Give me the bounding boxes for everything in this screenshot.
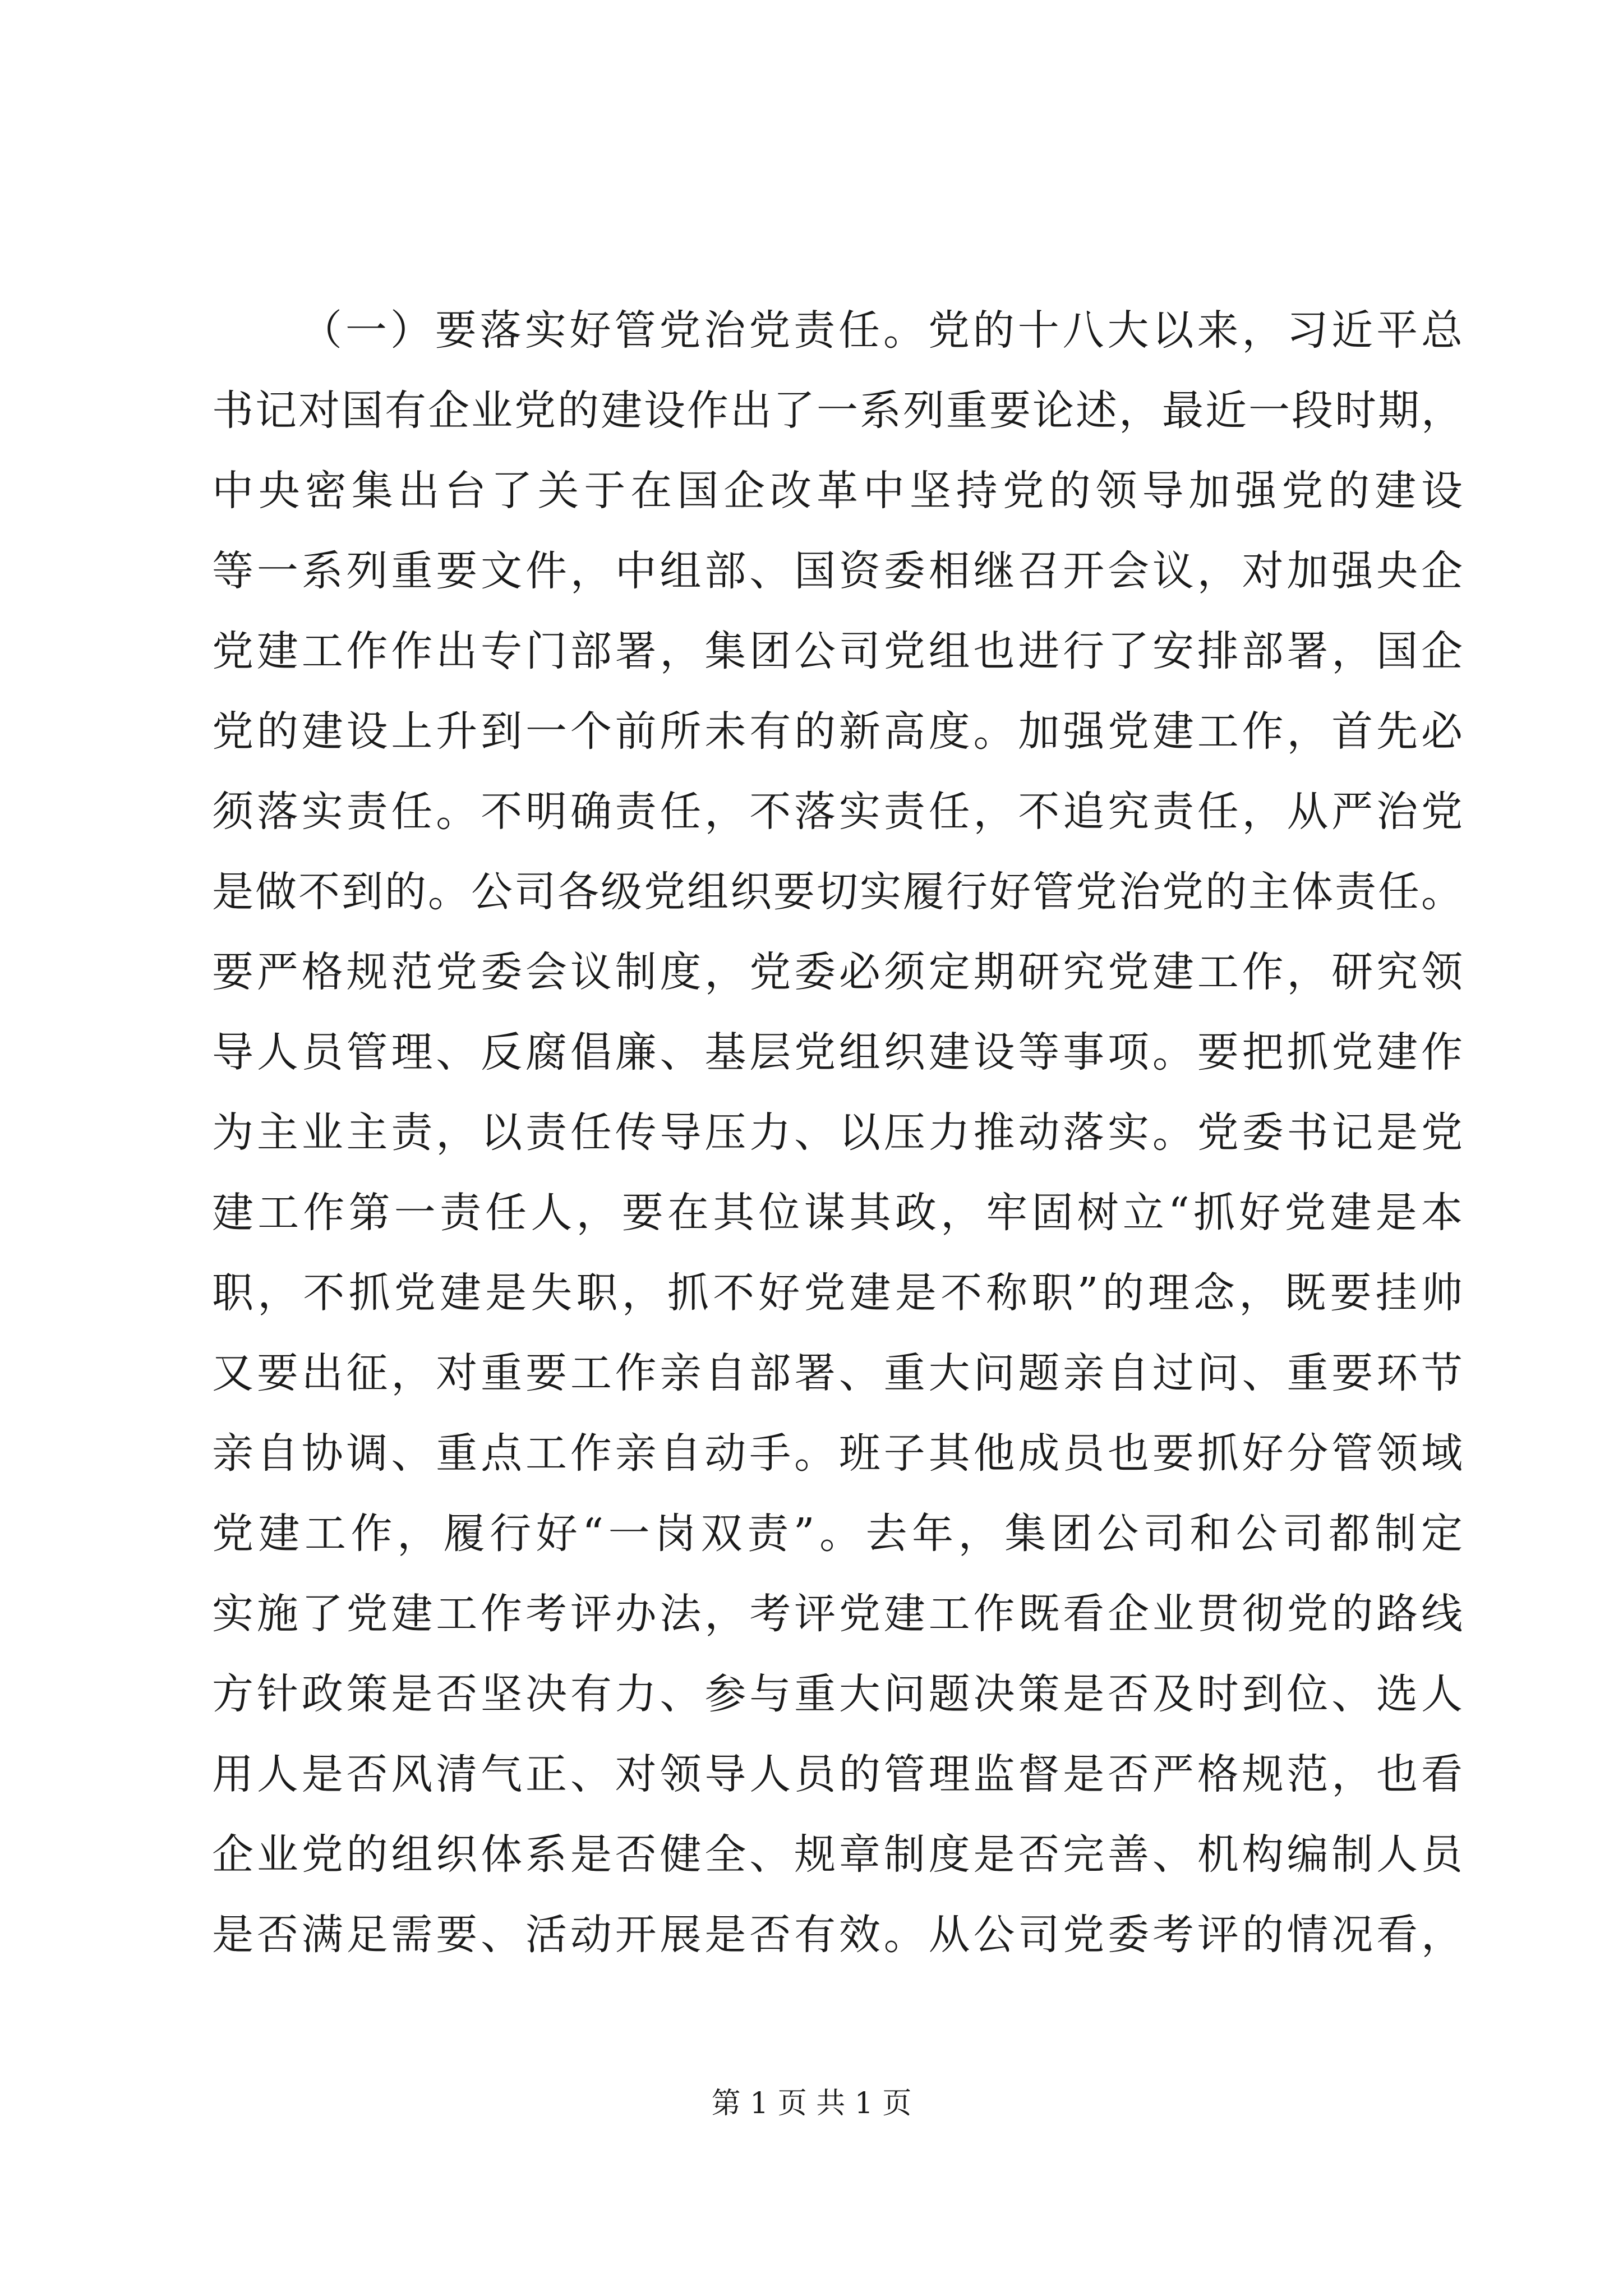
text-line: 企业党的组织体系是否健全、规章制度是否完善、机构编制人员	[212, 1830, 1463, 1879]
text-line: 职，不抓党建是失职，抓不好党建是不称职”的理念，既要挂帅	[212, 1269, 1463, 1317]
text-line: 实施了党建工作考评办法，考评党建工作既看企业贯彻党的路线	[212, 1590, 1463, 1638]
text-line: （一）要落实好管党治党责任。党的十八大以来，习近平总	[301, 306, 1463, 355]
text-line: 方针政策是否坚决有力、参与重大问题决策是否及时到位、选人	[212, 1670, 1463, 1718]
text-line: 是否满足需要、活动开展是否有效。从公司党委考评的情况看，	[212, 1911, 1463, 1959]
text-line: 用人是否风清气正、对领导人员的管理监督是否严格规范，也看	[212, 1750, 1463, 1798]
text-line: 党建工作，履行好“一岗双责”。去年，集团公司和公司都制定	[212, 1510, 1463, 1558]
text-line: 导人员管理、反腐倡廉、基层党组织建设等事项。要把抓党建作	[212, 1028, 1463, 1076]
text-line: 书记对国有企业党的建设作出了一系列重要论述，最近一段时期，	[212, 386, 1463, 435]
text-line: 党建工作作出专门部署，集团公司党组也进行了安排部署，国企	[212, 627, 1463, 675]
text-line: 党的建设上升到一个前所未有的新高度。加强党建工作，首先必	[212, 707, 1463, 756]
text-line: 又要出征，对重要工作亲自部署、重大问题亲自过问、重要环节	[212, 1349, 1463, 1397]
text-line: 等一系列重要文件，中组部、国资委相继召开会议，对加强央企	[212, 547, 1463, 595]
text-line: 是做不到的。公司各级党组织要切实履行好管党治党的主体责任。	[212, 868, 1463, 916]
text-line: 须落实责任。不明确责任，不落实责任，不追究责任，从严治党	[212, 788, 1463, 836]
text-line: 亲自协调、重点工作亲自动手。班子其他成员也要抓好分管领域	[212, 1429, 1463, 1478]
body-paragraph	[212, 291, 1463, 1975]
text-line: 中央密集出台了关于在国企改革中坚持党的领导加强党的建设	[212, 467, 1463, 515]
text-line: 要严格规范党委会议制度，党委必须定期研究党建工作，研究领	[212, 948, 1463, 996]
text-line: 为主业主责，以责任传导压力、以压力推动落实。党委书记是党	[212, 1108, 1463, 1157]
text-line: 建工作第一责任人，要在其位谋其政，牢固树立“抓好党建是本	[212, 1189, 1463, 1237]
page-footer: 第 1 页 共 1 页	[711, 2087, 912, 2120]
